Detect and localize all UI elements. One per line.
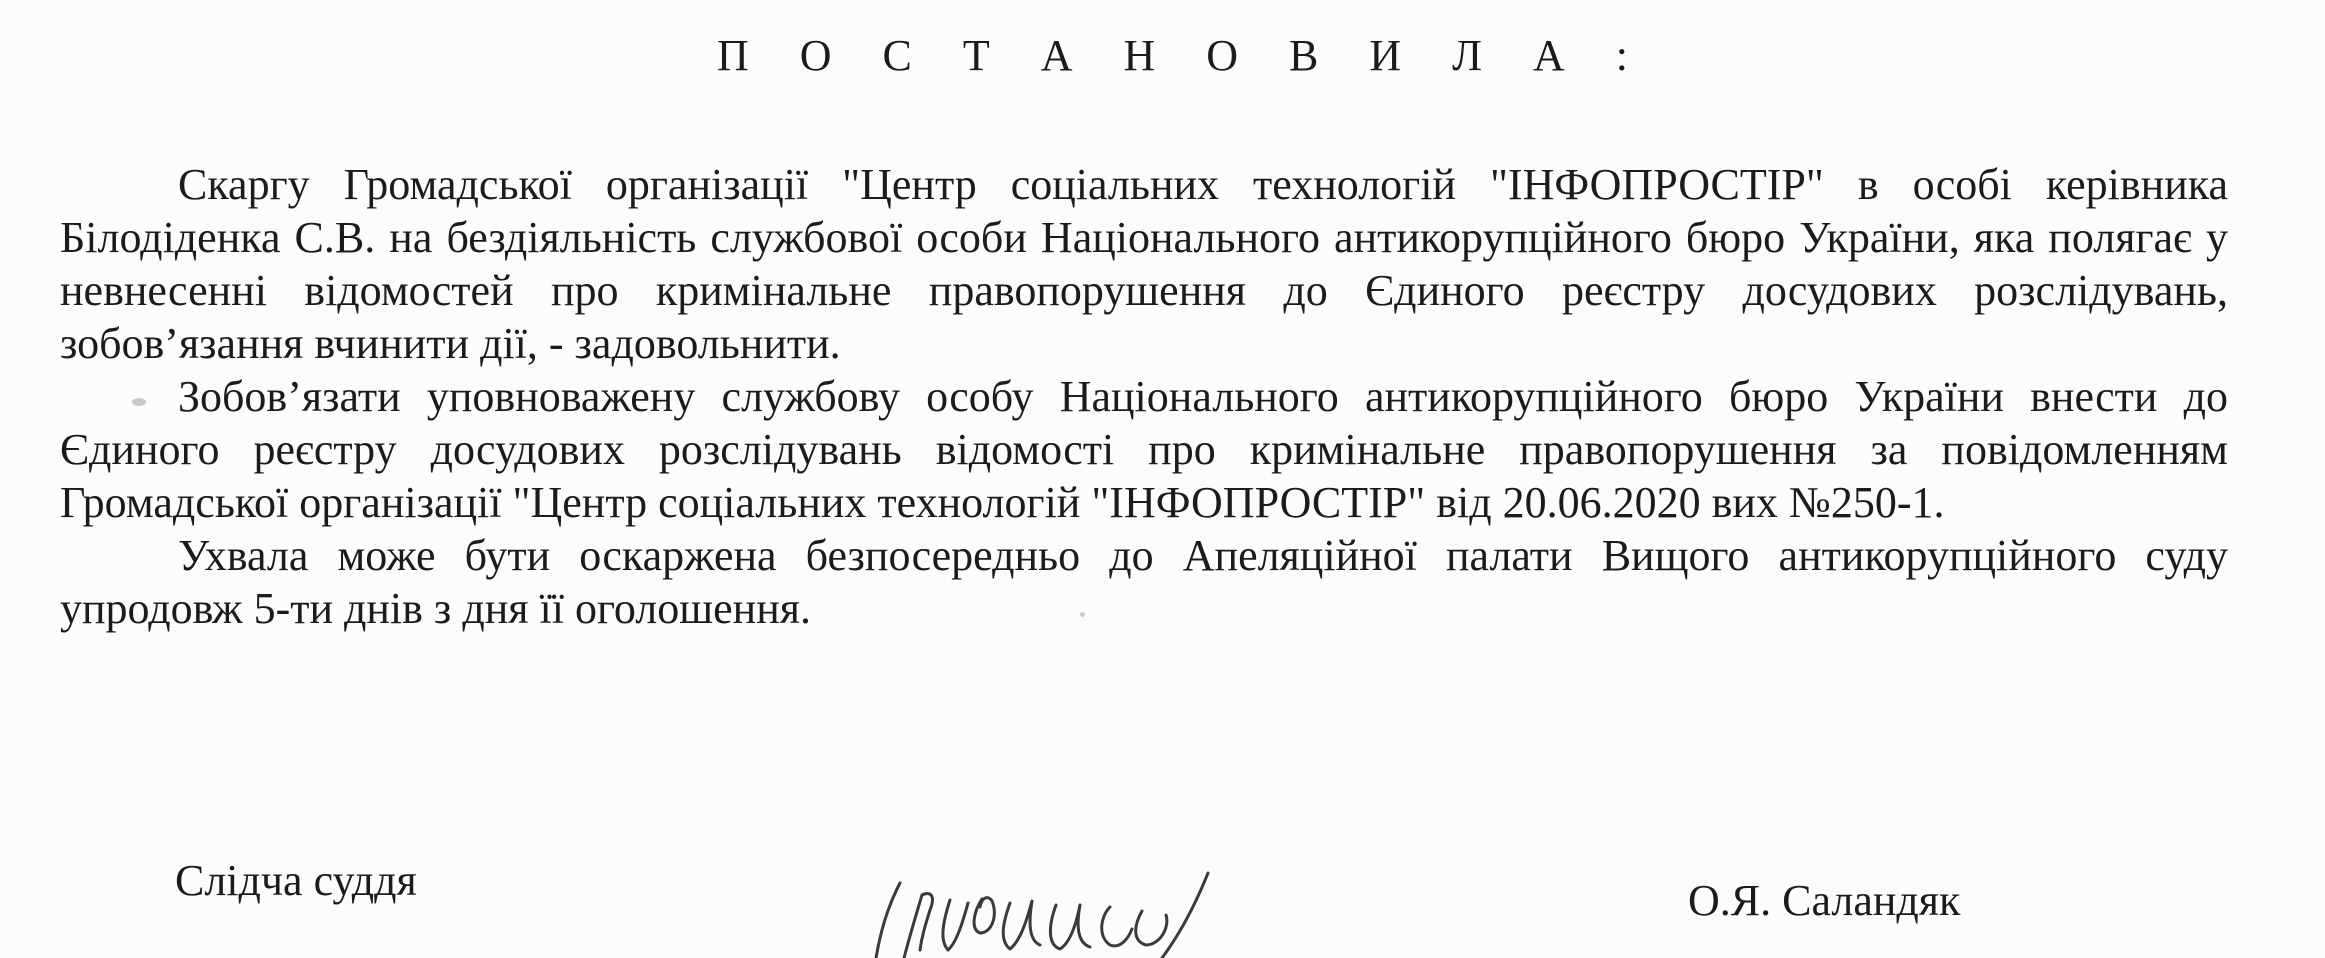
scan-speck [132,398,146,406]
judge-role: Слідча суддя [175,856,417,905]
handwritten-signature [870,855,1230,958]
paragraph-appeal: Ухвала може бути оскаржена безпосередньо до Апеляційної палати Вищого антикорупційного суду упродовж 5-ти днів з дня її оголошення. [60,531,2228,633]
judge-name: О.Я. Саландяк [1688,876,1961,925]
paragraph-complaint-granted: Скаргу Громадської організації "Центр соціальних технологій "ІНФОПРОСТІР" в особі керівника Білодіденка С.В. на бездіяльність службової особи Національного антикорупційного бюро України, яка полягає у невнесенні відомостей про кримінальне правопорушення до Єдиного реєстру досудових розслідувань, зобов’язання вчинити дії, - задовольнити. [60,160,2228,368]
paragraph-obligation: Зобов’язати уповноважену службову особу Національного антикорупційного бюро України внести до Єдиного реєстру досудових розслідувань відомості про кримінальне правопорушення за повідомленням Громадської організації "Центр соціальних технологій "ІНФОПРОСТІР" від 20.06.2020 вих №250-1. [60,372,2228,527]
decision-body [60,158,2228,635]
scan-speck [1080,612,1085,617]
decision-heading: П О С Т А Н О В И Л А : [716,31,1649,80]
